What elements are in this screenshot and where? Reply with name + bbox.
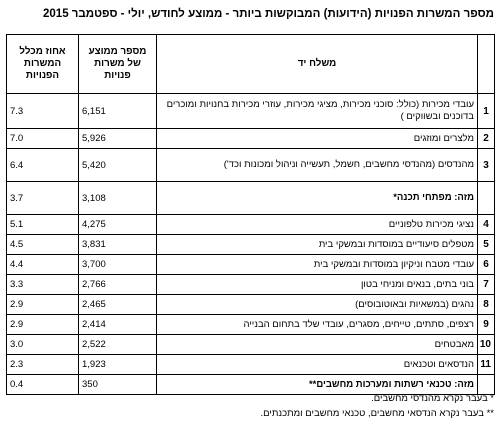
- row-avg-jobs: 3,700: [79, 255, 157, 275]
- row-avg-jobs: 6,151: [79, 94, 157, 129]
- row-avg-jobs: 2,766: [79, 275, 157, 295]
- row-occupation: עובדי מטבח וניקיון במוסדות ובמשקי בית: [157, 255, 478, 275]
- row-rank: 5: [478, 235, 495, 255]
- table-row: [7, 215, 495, 235]
- footnote-2: ** בעבר נקרא הנדסאי מחשבים, טכנאי מחשבים ומתכנתים.: [260, 408, 494, 419]
- row-avg-jobs: 5,926: [79, 129, 157, 149]
- row-rank: 3: [478, 149, 495, 182]
- row-percent: 4.5: [7, 235, 79, 255]
- row-avg-jobs: 350: [79, 375, 157, 395]
- row-rank: 6: [478, 255, 495, 275]
- row-avg-jobs: 5,420: [79, 149, 157, 182]
- table-row: [7, 182, 495, 215]
- table-row: [7, 94, 495, 129]
- row-avg-jobs: 3,108: [79, 182, 157, 215]
- header-avg-jobs: מספר ממוצע של משרות פנויות: [79, 35, 157, 94]
- page-title: מספר המשרות הפנויות (הידועות) המבוקשות ביותר - ממוצע לחודש, יולי - ספטמבר 2015: [43, 8, 494, 20]
- table-row: [7, 335, 495, 355]
- row-percent: 6.4: [7, 149, 79, 182]
- row-percent: 0.4: [7, 375, 79, 395]
- row-percent: 7.3: [7, 94, 79, 129]
- row-percent: 3.0: [7, 335, 79, 355]
- vacancies-table: [6, 34, 495, 395]
- table-row: [7, 295, 495, 315]
- table-row: [7, 149, 495, 182]
- row-occupation: מטפלים סיעודיים במוסדות ובמשקי בית: [157, 235, 478, 255]
- header-percent: אחוז מכלל המשרות הפנויות: [7, 35, 79, 94]
- header-occupation: משלח יד: [157, 35, 478, 94]
- row-rank: [478, 182, 495, 215]
- row-percent: 4.4: [7, 255, 79, 275]
- row-occupation: מזה: טכנאי רשתות ומערכות מחשבים**: [157, 375, 478, 395]
- row-occupation: מלצרים ומוזגים: [157, 129, 478, 149]
- row-avg-jobs: 2,465: [79, 295, 157, 315]
- row-rank: 10: [478, 335, 495, 355]
- row-percent: 5.1: [7, 215, 79, 235]
- row-rank: 1: [478, 94, 495, 129]
- table-row: [7, 275, 495, 295]
- row-rank: 7: [478, 275, 495, 295]
- row-percent: 2.3: [7, 355, 79, 375]
- header-rank: [478, 35, 495, 94]
- row-avg-jobs: 3,831: [79, 235, 157, 255]
- row-rank: 11: [478, 355, 495, 375]
- row-percent: 3.7: [7, 182, 79, 215]
- row-occupation: בוני בתים, בנאים ומניחי בטון: [157, 275, 478, 295]
- row-percent: 2.9: [7, 295, 79, 315]
- table-row: [7, 235, 495, 255]
- row-occupation: נציגי מכירות טלפוניים: [157, 215, 478, 235]
- row-occupation: רצפים, סתתים, טייחים, מסגרים, עובדי שלד בתחום הבנייה: [157, 315, 478, 335]
- row-occupation: מזה: מפתחי תכנה*: [157, 182, 478, 215]
- row-rank: 2: [478, 129, 495, 149]
- row-avg-jobs: 2,414: [79, 315, 157, 335]
- row-occupation: הנדסאים וטכנאים: [157, 355, 478, 375]
- table-row: [7, 255, 495, 275]
- row-rank: 4: [478, 215, 495, 235]
- row-avg-jobs: 4,275: [79, 215, 157, 235]
- row-occupation: נהגים (במשאיות ובאוטובוסים): [157, 295, 478, 315]
- row-occupation: עובדי מכירות (כולל: סוכני מכירות, מציגי מכירות, עוזרי מכירות בחנויות ומוכרים בדוכנים ובשווקים ): [157, 94, 478, 129]
- table-row: [7, 129, 495, 149]
- row-percent: 3.3: [7, 275, 79, 295]
- row-rank: 8: [478, 295, 495, 315]
- table-row: [7, 315, 495, 335]
- footnote-1: * בעבר נקרא מהנדסי מחשבים.: [371, 393, 494, 404]
- row-rank: 9: [478, 315, 495, 335]
- row-avg-jobs: 1,923: [79, 355, 157, 375]
- table-row: [7, 355, 495, 375]
- row-occupation: מאבטחים: [157, 335, 478, 355]
- row-percent: 7.0: [7, 129, 79, 149]
- row-percent: 2.9: [7, 315, 79, 335]
- row-avg-jobs: 2,522: [79, 335, 157, 355]
- row-occupation: מהנדסים (מהנדסי מחשבים, חשמל, תעשייה וניהול ומכונות וכד'): [157, 149, 478, 182]
- table-header-row: [7, 35, 495, 94]
